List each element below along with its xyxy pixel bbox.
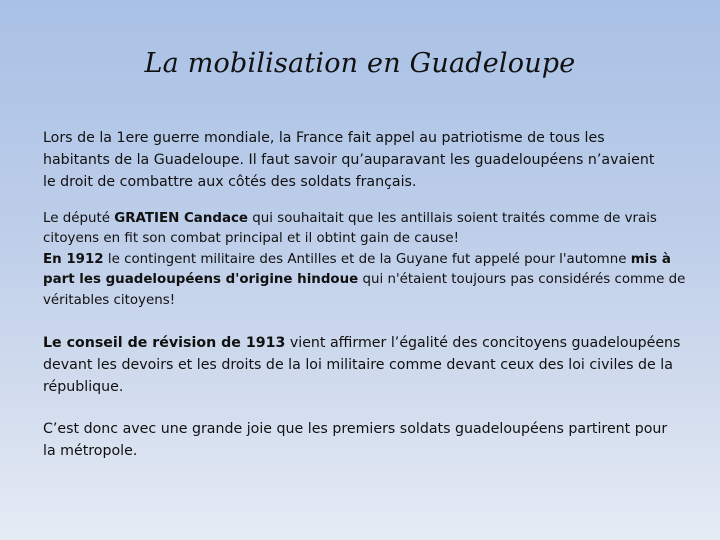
slide-title: La mobilisation en Guadeloupe xyxy=(144,48,576,79)
paragraph-2-text-a: Le député xyxy=(43,211,115,226)
hindu-exception: mis à part les guadeloupéens d'origine hindoue xyxy=(43,251,671,288)
paragraph-4: C’est donc avec une grande joie que les premiers soldats guadeloupéens partirent pour la métropole. xyxy=(43,421,668,459)
paragraph-2 xyxy=(43,209,693,311)
paragraph-2-text-g: qui n'étaient toujours pas considérés comme de véritables citoyens! xyxy=(43,272,686,308)
paragraph-3-text: vient affirmer l’égalité des concitoyens guadeloupéens devant les devoirs et les droits de la loi militaire comme devant ceux des loi civiles de la république. xyxy=(43,335,681,395)
council-1913: Le conseil de révision de 1913 xyxy=(43,335,286,351)
paragraph-3 xyxy=(43,332,693,398)
paragraph-2-text-e: le contingent militaire des Antilles et de la Guyane fut appelé pour l'automne xyxy=(103,251,631,267)
paragraph-2-text-c: qui souhaitait que les antillais soient traités comme de vrais citoyens en fit son combat principal et il obtint gain de cause! xyxy=(43,211,657,247)
deputy-name: GRATIEN Candace xyxy=(114,211,248,226)
year-1912: En 1912 xyxy=(43,251,104,267)
paragraph-1: Lors de la 1ere guerre mondiale, la France fait appel au patriotisme de tous les habitants de la Guadeloupe. Il faut savoir qu’auparavant les guadeloupéens n’avaient le droit de combattre aux côtés des soldats français. xyxy=(43,130,655,190)
